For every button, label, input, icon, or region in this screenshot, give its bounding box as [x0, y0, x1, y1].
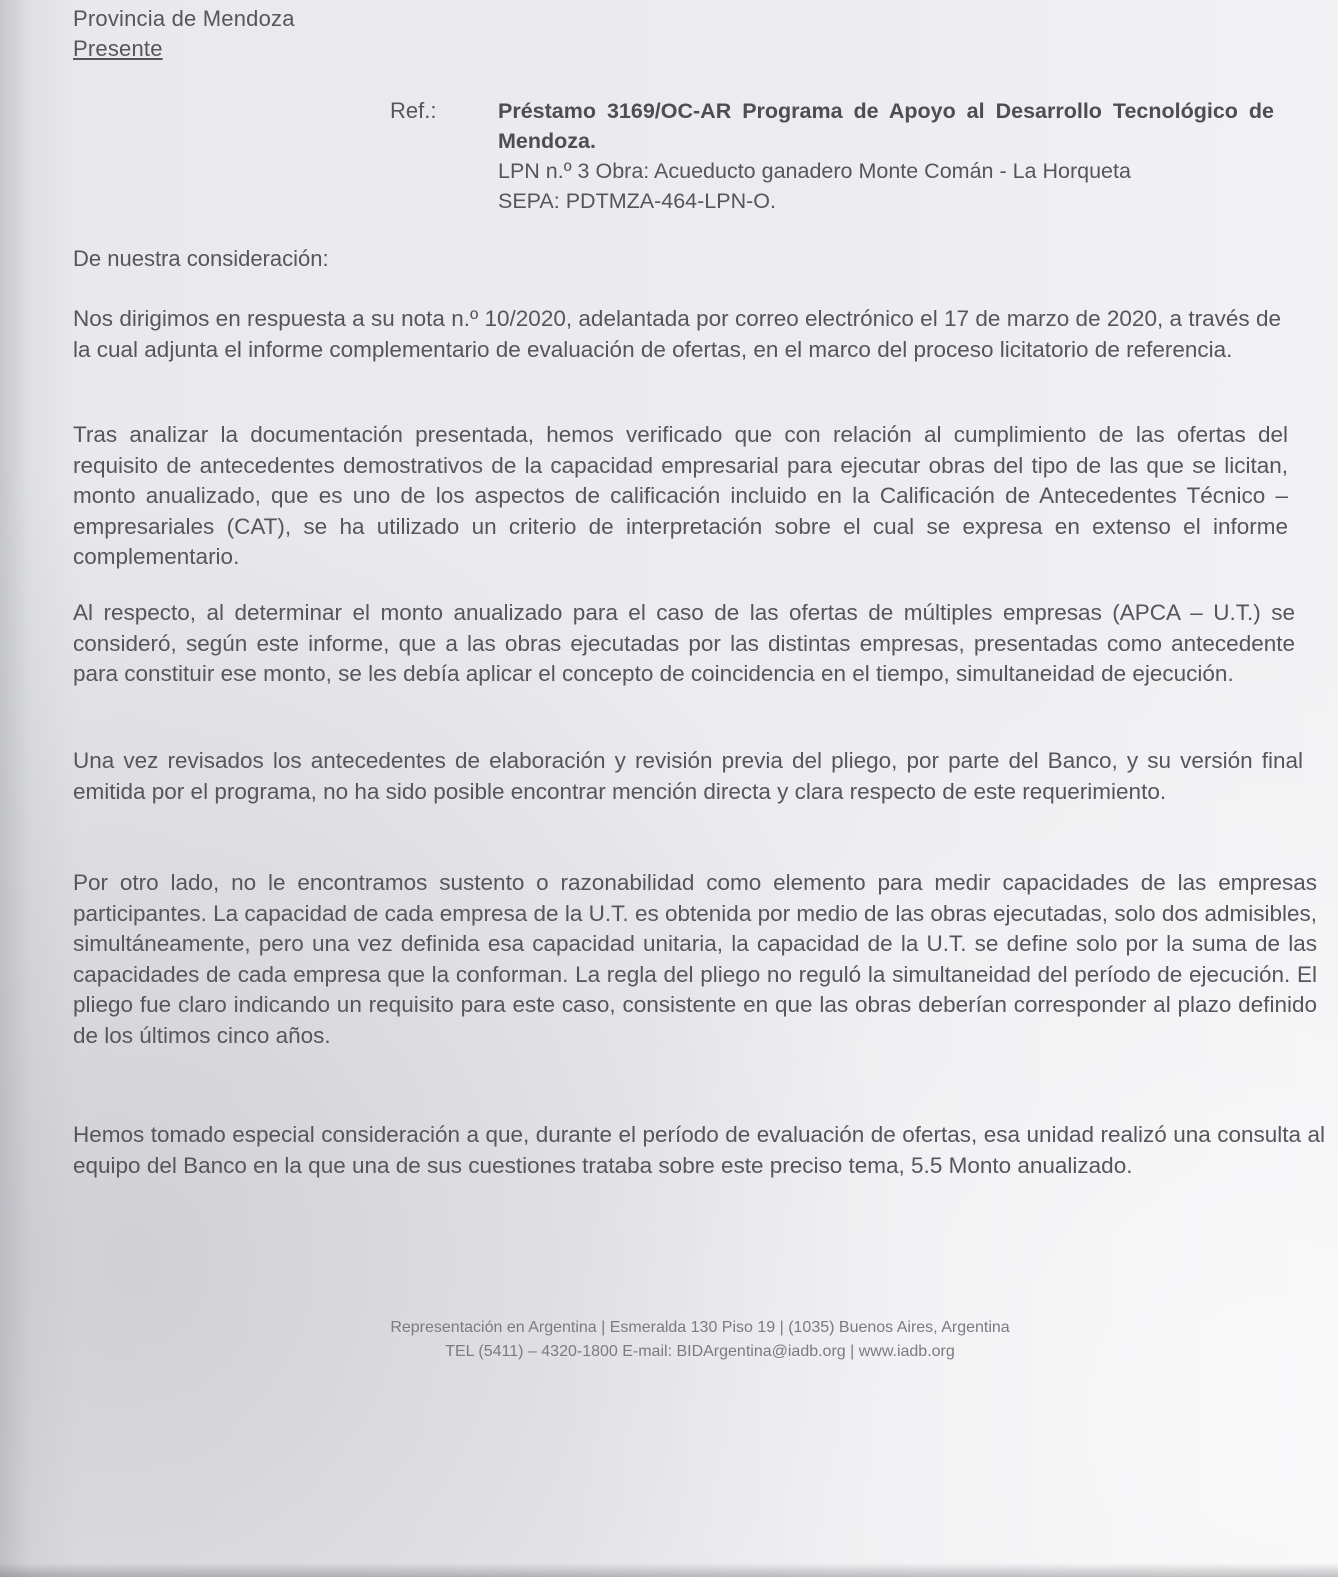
reference-tender: LPN n.º 3 Obra: Acueducto ganadero Monte Comán - La Horqueta — [498, 159, 1131, 183]
reference-title: Préstamo 3169/OC-AR Programa de Apoyo al Desarrollo Tecnológico de Mendoza. — [498, 99, 1274, 153]
reference-label: Ref.: — [390, 98, 437, 123]
body-paragraph-4: Una vez revisados los antecedentes de elaboración y revisión previa del pliego, por parte del Banco, y su versión final emitida por el programa, no ha sido posible encontrar mención directa y clara respecto de este requerimiento. — [73, 748, 1303, 804]
reference-sepa: SEPA: PDTMZA-464-LPN-O. — [498, 189, 776, 213]
salutation: De nuestra consideración: — [73, 246, 329, 271]
body-paragraph-5: Por otro lado, no le encontramos sustento o razonabilidad como elemento para medir capacidades de las empresas participantes. La capacidad de cada empresa de la U.T. es obtenida por medio de las obras ejecutadas, solo dos admisibles, simultáneamente, pero una vez definida esa capacidad unitaria, la capacidad de la U.T. se define solo por la suma de las capacidades de cada empresa que la conforman. La regla del pliego no reguló la simultaneidad del período de ejecución. El pliego fue claro indicando un requisito para este caso, consistente en que las obras deberían corresponder al plazo definido de los últimos cinco años. — [73, 870, 1317, 1048]
body-paragraph-2: Tras analizar la documentación presentada, hemos verificado que con relación al cumplimiento de las ofertas del requisito de antecedentes demostrativos de la capacidad empresarial para ejecutar obras del tipo de las que se licitan, monto anualizado, que es uno de los aspectos de calificación incluido en la Calificación de Antecedentes Técnico – empresariales (CAT), se ha utilizado un criterio de interpretación sobre el cual se expresa en extenso el informe complementario. — [73, 422, 1288, 569]
footer-contact: TEL (5411) – 4320-1800 E-mail: BIDArgentina@iadb.org | www.iadb.org — [445, 1343, 955, 1360]
body-paragraph-1: Nos dirigimos en respuesta a su nota n.º 10/2020, adelantada por correo electrónico el 17 de marzo de 2020, a través de la cual adjunta el informe complementario de evaluación de ofertas, en el marco del proceso licitatorio de referencia. — [73, 306, 1281, 362]
body-paragraph-3: Al respecto, al determinar el monto anualizado para el caso de las ofertas de múltiples empresas (APCA – U.T.) se consideró, según este informe, que a las obras ejecutadas por las distintas empresas, presentadas como antecedente para constituir ese monto, se les debía aplicar el concepto de coincidencia en el tiempo, simultaneidad de ejecución. — [73, 600, 1295, 686]
body-paragraph-6: Hemos tomado especial consideración a que, durante el período de evaluación de ofertas, esa unidad realizó una consulta al equipo del Banco en la que una de sus cuestiones trataba sobre este preciso tema, 5.5 Monto anualizado. — [73, 1122, 1325, 1178]
reference-block — [498, 96, 1274, 216]
recipient-province: Provincia de Mendoza — [73, 6, 295, 31]
recipient-presente: Presente — [73, 36, 163, 61]
footer-address: Representación en Argentina | Esmeralda 130 Piso 19 | (1035) Buenos Aires, Argentina — [390, 1319, 1010, 1336]
